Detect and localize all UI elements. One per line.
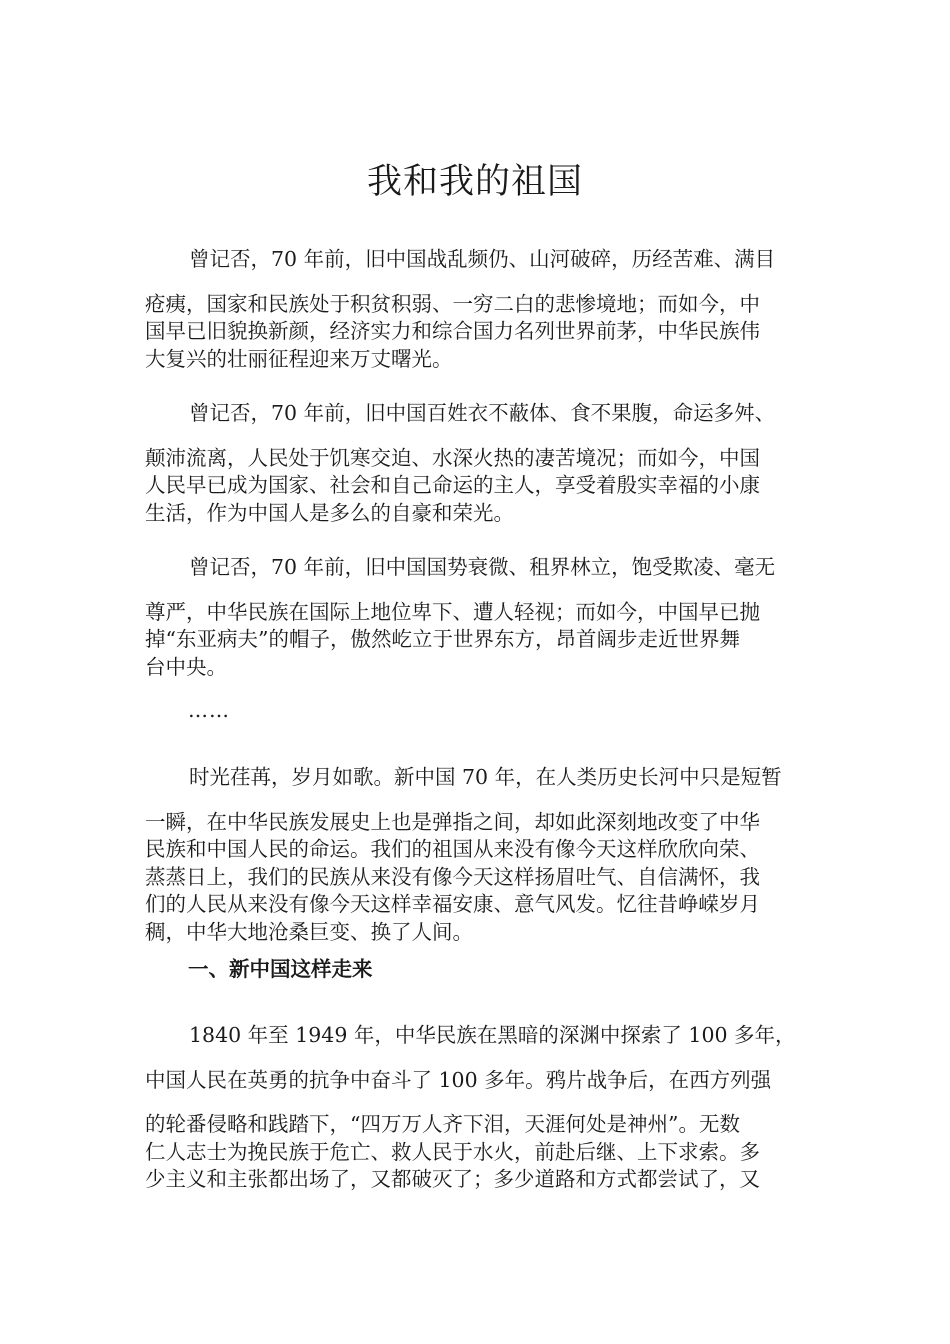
ellipsis-text: …… — [188, 698, 230, 722]
paragraph-first-line: 曾记否，70 年前，旧中国国势衰微、租界林立，饱受欺凌、毫无 — [189, 555, 776, 579]
paragraph-2 — [145, 400, 807, 527]
paragraph-line: 蒸蒸日上，我们的民族从来没有像今天这样扬眉吐气、自信满怀，我 — [145, 864, 760, 889]
paragraph-line: 人民早已成为国家、社会和自己命运的主人，享受着殷实幸福的小康 — [145, 473, 760, 497]
paragraph-line: 颠沛流离，人民处于饥寒交迫、水深火热的凄苦境况；而如今，中国 — [145, 445, 760, 470]
paragraph-first-line: 时光荏苒，岁月如歌。新中国 70 年，在人类历史长河中只是短暂 — [189, 765, 782, 789]
document-title: 我和我的祖国 — [366, 162, 583, 202]
paragraph-line: 大复兴的壮丽征程迎来万丈曙光。 — [145, 346, 453, 371]
paragraph-second-line: 中国人民在英勇的抗争中奋斗了 100 多年。鸦片战争后，在西方列强 — [145, 1067, 772, 1092]
paragraph-line: 尊严，中华民族在国际上地位卑下、遭人轻视；而如今，中国早已抛 — [145, 599, 760, 624]
paragraph-line: 的轮番侵略和践踏下，“四万万人齐下泪，天涯何处是神州”。无数 — [145, 1112, 740, 1136]
paragraph-line: 稠，中华大地沧桑巨变、换了人间。 — [145, 919, 473, 944]
paragraph-line: 疮痍，国家和民族处于积贫积弱、一穷二白的悲惨境地；而如今，中 — [145, 291, 760, 316]
paragraph-main — [145, 764, 807, 946]
paragraph-line: 台中央。 — [145, 654, 227, 679]
paragraph-line: 掉“东亚病夫”的帽子，傲然屹立于世界东方，昂首阔步走近世界舞 — [145, 627, 740, 651]
paragraph-line: 一瞬，在中华民族发展史上也是弹指之间，却如此深刻地改变了中华 — [145, 809, 760, 834]
paragraph-3 — [145, 554, 807, 681]
paragraph-line: 生活，作为中国人是多么的自豪和荣光。 — [145, 500, 514, 525]
paragraph-line: 国早已旧貌换新颜，经济实力和综合国力名列世界前茅，中华民族伟 — [145, 319, 760, 343]
paragraph-line: 仁人志士为挽民族于危亡、救人民于水火，前赴后继、上下求索。多 — [145, 1139, 760, 1164]
paragraph-line: 民族和中国人民的命运。我们的祖国从来没有像今天这样欣欣向荣、 — [145, 837, 760, 861]
paragraph-first-line: 曾记否，70 年前，旧中国百姓衣不蔽体、食不果腹，命运多舛、 — [189, 401, 776, 425]
paragraph-first-line: 1840 年至 1949 年，中华民族在黑暗的深渊中探索了 100 多年， — [189, 1023, 796, 1047]
paragraph-line: 少主义和主张都出场了，又都破灭了；多少道路和方式都尝试了，又 — [145, 1167, 760, 1191]
paragraph-history — [145, 1022, 807, 1194]
section-heading: 一、新中国这样走来 — [188, 957, 373, 981]
paragraph-1 — [145, 246, 807, 373]
paragraph-first-line: 曾记否，70 年前，旧中国战乱频仍、山河破碎，历经苦难、满目 — [189, 247, 776, 271]
paragraph-line: 们的人民从来没有像今天这样幸福安康、意气风发。忆往昔峥嵘岁月 — [145, 892, 760, 916]
